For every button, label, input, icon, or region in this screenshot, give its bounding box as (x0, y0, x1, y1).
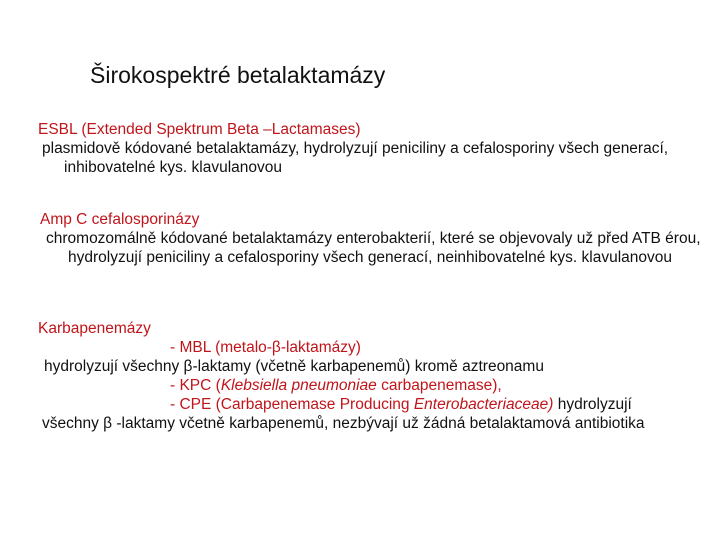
kpc-organism: Klebsiella pneumoniae (220, 377, 377, 394)
ampc-description: chromozomálně kódované betalaktamázy enterobakterií, které se objevovaly už před ATB érou, hydrolyzují peniciliny a cefalosporiny všech generací, neinhibovatelné kys. klavulanovou (46, 230, 701, 266)
carbapenemases-section (38, 319, 706, 433)
slide-title: Širokospektré betalaktamázy (90, 62, 386, 88)
ampc-section (40, 210, 708, 267)
carbapenemases-heading: Karbapenemázy (38, 320, 151, 337)
kpc-prefix: - KPC ( (170, 377, 221, 394)
kpc-suffix: carbapenemase), (376, 377, 502, 394)
ampc-heading: Amp C cefalosporinázy (40, 211, 200, 228)
cpe-description: všechny β -laktamy včetně karbapenemů, nezbývají už žádná betalaktamová antibiotika (42, 415, 645, 432)
esbl-description: plasmidově kódované betalaktamázy, hydrolyzují peniciliny a cefalosporiny všech generací, inhibovatelné kys. klavulanovou (42, 140, 669, 176)
cpe-organism: Enterobacteriaceae) (413, 396, 554, 413)
cpe-item (170, 395, 706, 414)
esbl-heading: ESBL (Extended Spektrum Beta –Lactamases) (38, 121, 361, 138)
cpe-suffix: hydrolyzují (553, 396, 632, 413)
esbl-section (38, 120, 706, 177)
cpe-prefix: - CPE (Carbapenemase Producing (170, 396, 414, 413)
mbl-description: hydrolyzují všechny β-laktamy (včetně karbapenemů) kromě aztreonamu (44, 358, 544, 375)
mbl-item: - MBL (metalo-β-laktamázy) (170, 339, 361, 356)
kpc-item (170, 376, 706, 395)
